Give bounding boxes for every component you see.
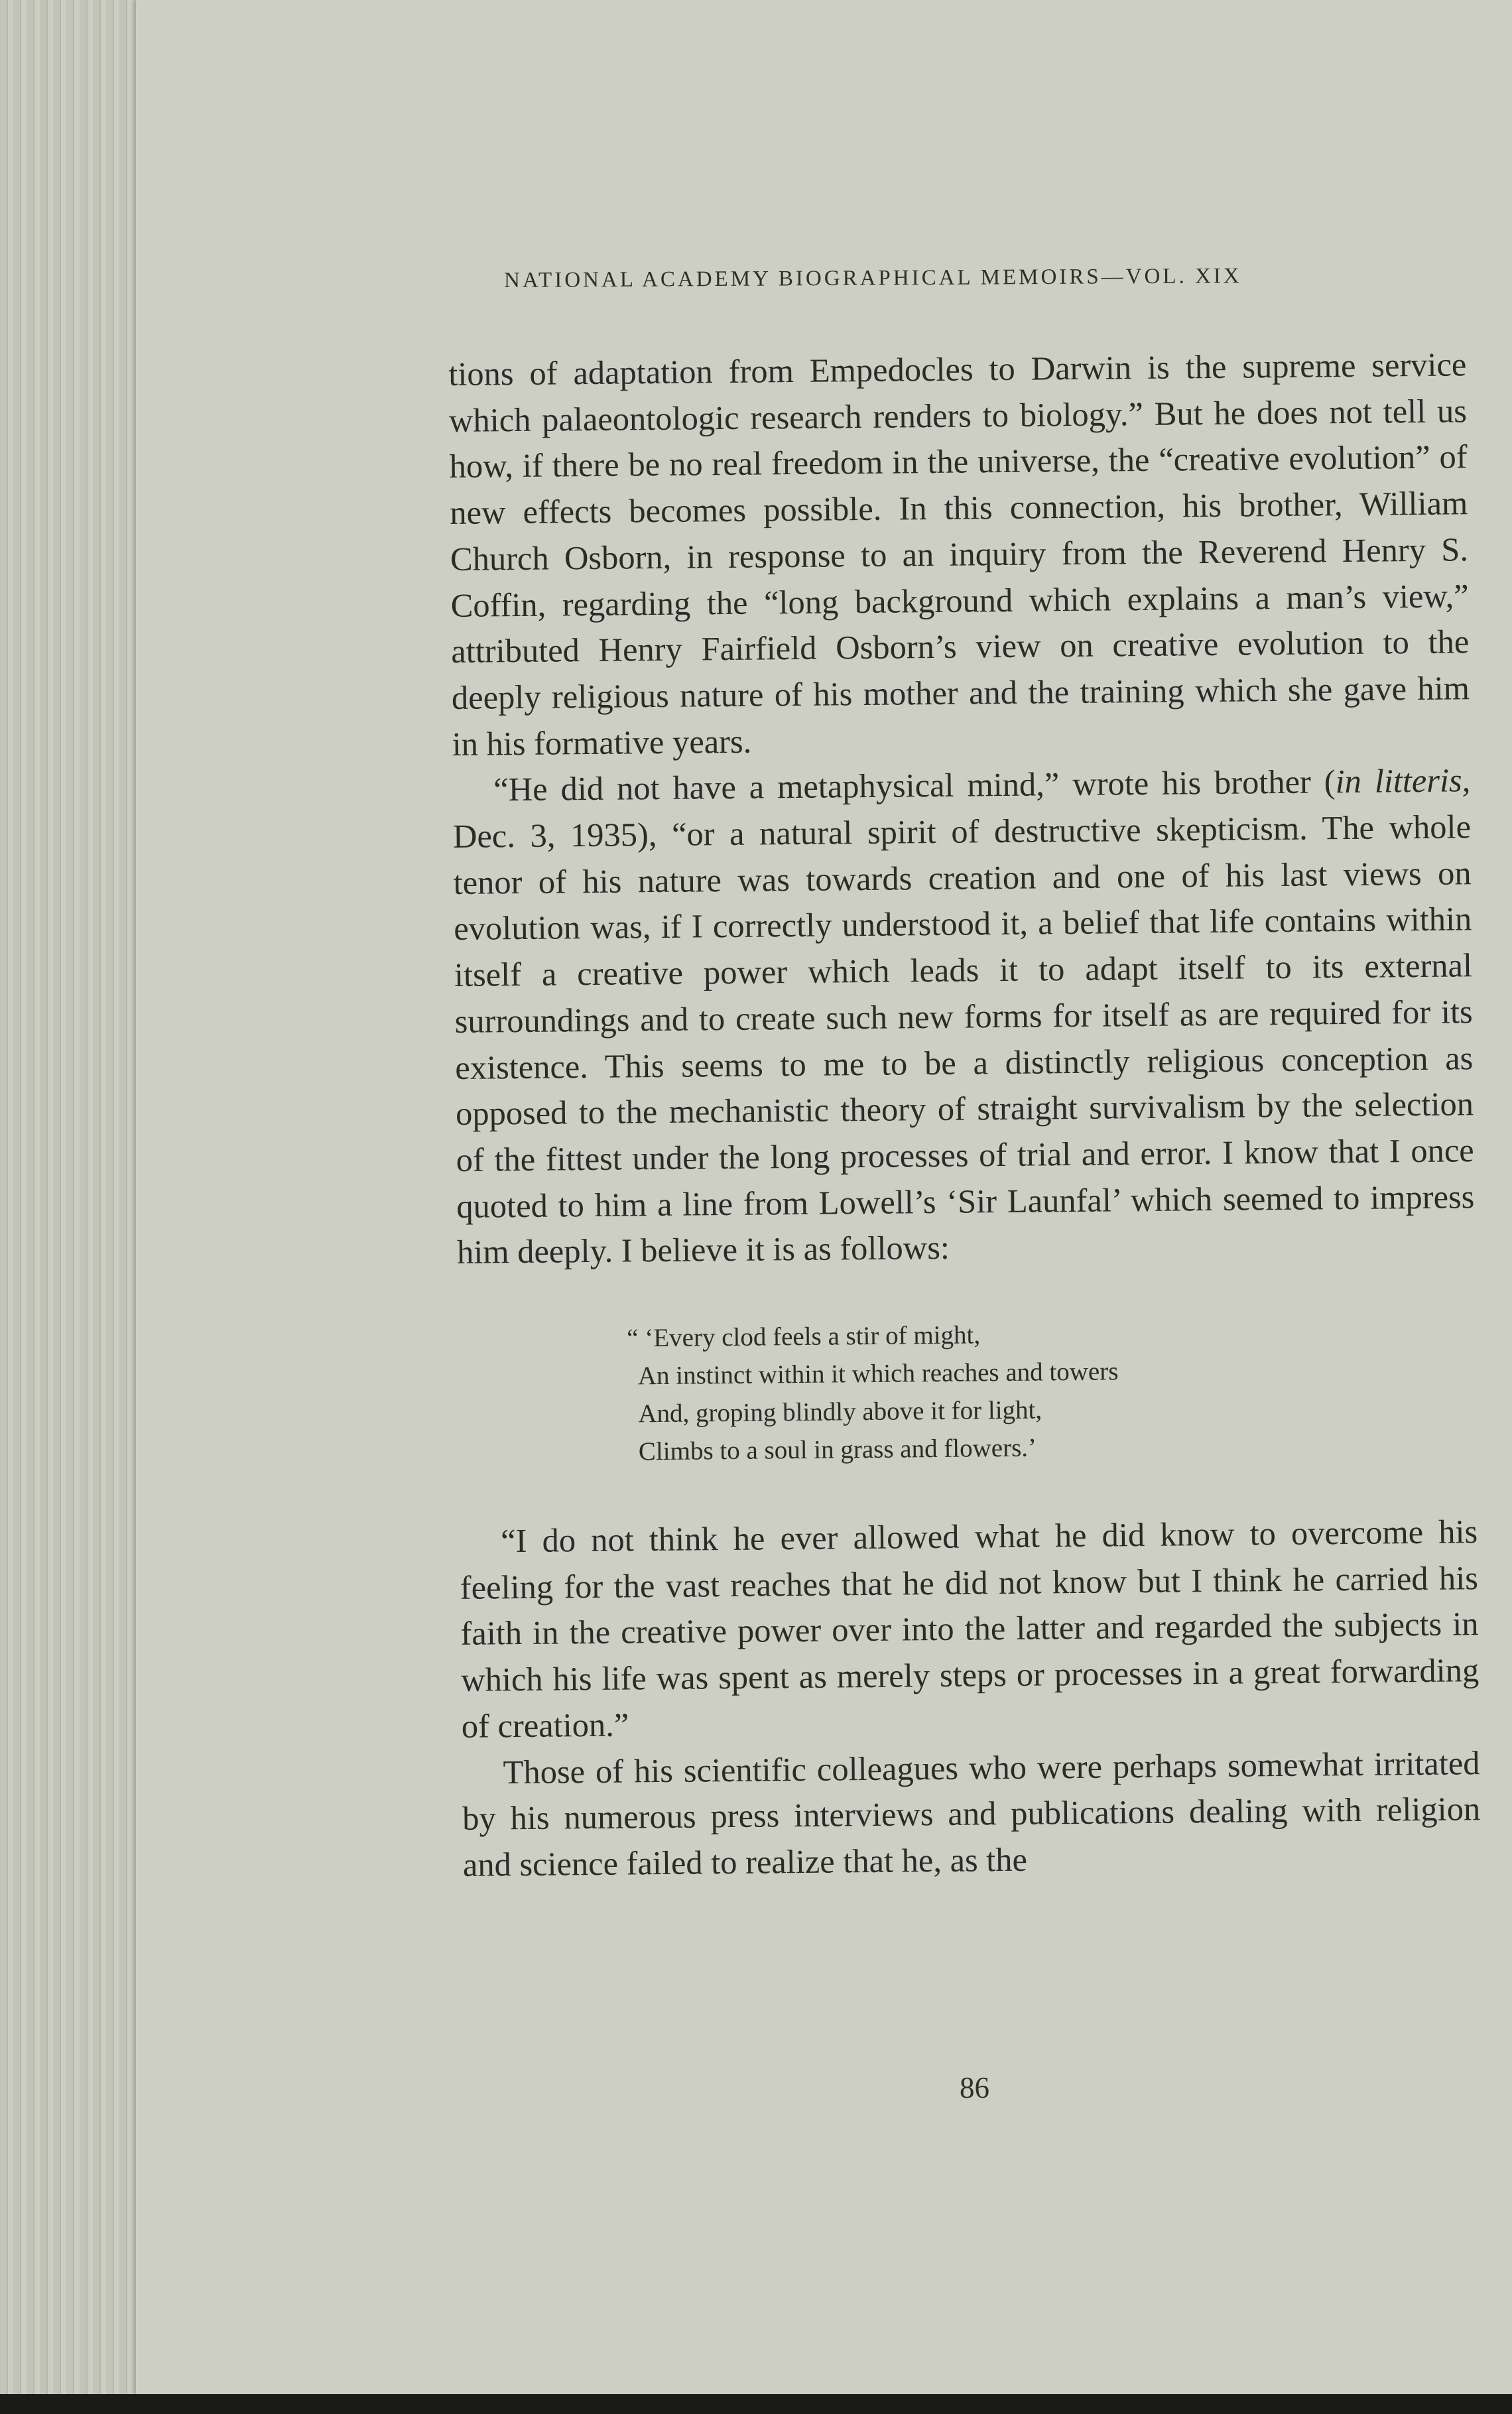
paragraph-text: Dec. 3, 1935), “or a natural spirit of destructive skepticism. The whole tenor of his nature was towards creation and one of his last views on evolution was, if I correctly understood it, a belief that life contains within itself a creative power which leads it to adapt itself to its external surroundings and to create such new forms for itself as are required for its existence. This seems to me to be a distinctly religious conception as opposed to the mechanistic theory of straight survivalism by the selection of the fittest under the long processes of trial and error. I know that I once quoted to him a line from Lowell’s ‘Sir Launfal’ which seemed to impress him deeply. I believe it is as follows: (452, 808, 1475, 1271)
scan-bottom-edge (0, 2394, 1512, 2414)
verse-quotation (627, 1311, 1477, 1470)
stacked-page-edges (0, 0, 153, 2394)
verse-line: “ ‘Every clod feels a stir of might, (627, 1320, 981, 1353)
paragraph-continuation: tions of adaptation from Empedocles to Darwin is the supreme service which palaeontologic research renders to biology.” But he does not tell us how, if there be no real freedom in the universe, the “creative evolution” of new effects becomes possible. In this connection, his brother, William Church Osborn, in response to an inquiry from the Reverend Henry S. Coffin, regarding the “long background which explains a man’s view,” attributed Henry Fairfield Osborn’s view on creative evolution to the deeply religious nature of his mother and the training which she gave him in his formative years. (448, 346, 1470, 763)
verse-line: And, groping blindly above it for light, (638, 1395, 1042, 1429)
paragraph-text: “He did not have a metaphysical mind,” wrote his brother ( (493, 763, 1336, 808)
italic-citation: in litteris, (1335, 761, 1471, 800)
running-head: NATIONAL ACADEMY BIOGRAPHICAL MEMOIRS—VOL. XIX (504, 264, 1242, 292)
paragraph-faith: “I do not think he ever allowed what he did know to overcome his feeling for the vast reaches that he did not know but I think he carried his faith in the creative power over into the latter and regarded the subjects in which his life was spent as merely steps or processes in a great forwarding of creation.” (460, 1513, 1480, 1745)
paragraph-brother-quote (452, 758, 1475, 1276)
body-text (448, 342, 1481, 1888)
page-number: 86 (960, 2071, 989, 2104)
paragraph-colleagues: Those of his scientific colleagues who were perhaps somewhat irritated by his numerous press interviews and publications dealing with religion and science failed to realize that he, as the (462, 1744, 1481, 1883)
verse-line: Climbs to a soul in grass and flowers.’ (638, 1433, 1037, 1466)
verse-line: An instinct within it which reaches and towers (637, 1357, 1119, 1391)
